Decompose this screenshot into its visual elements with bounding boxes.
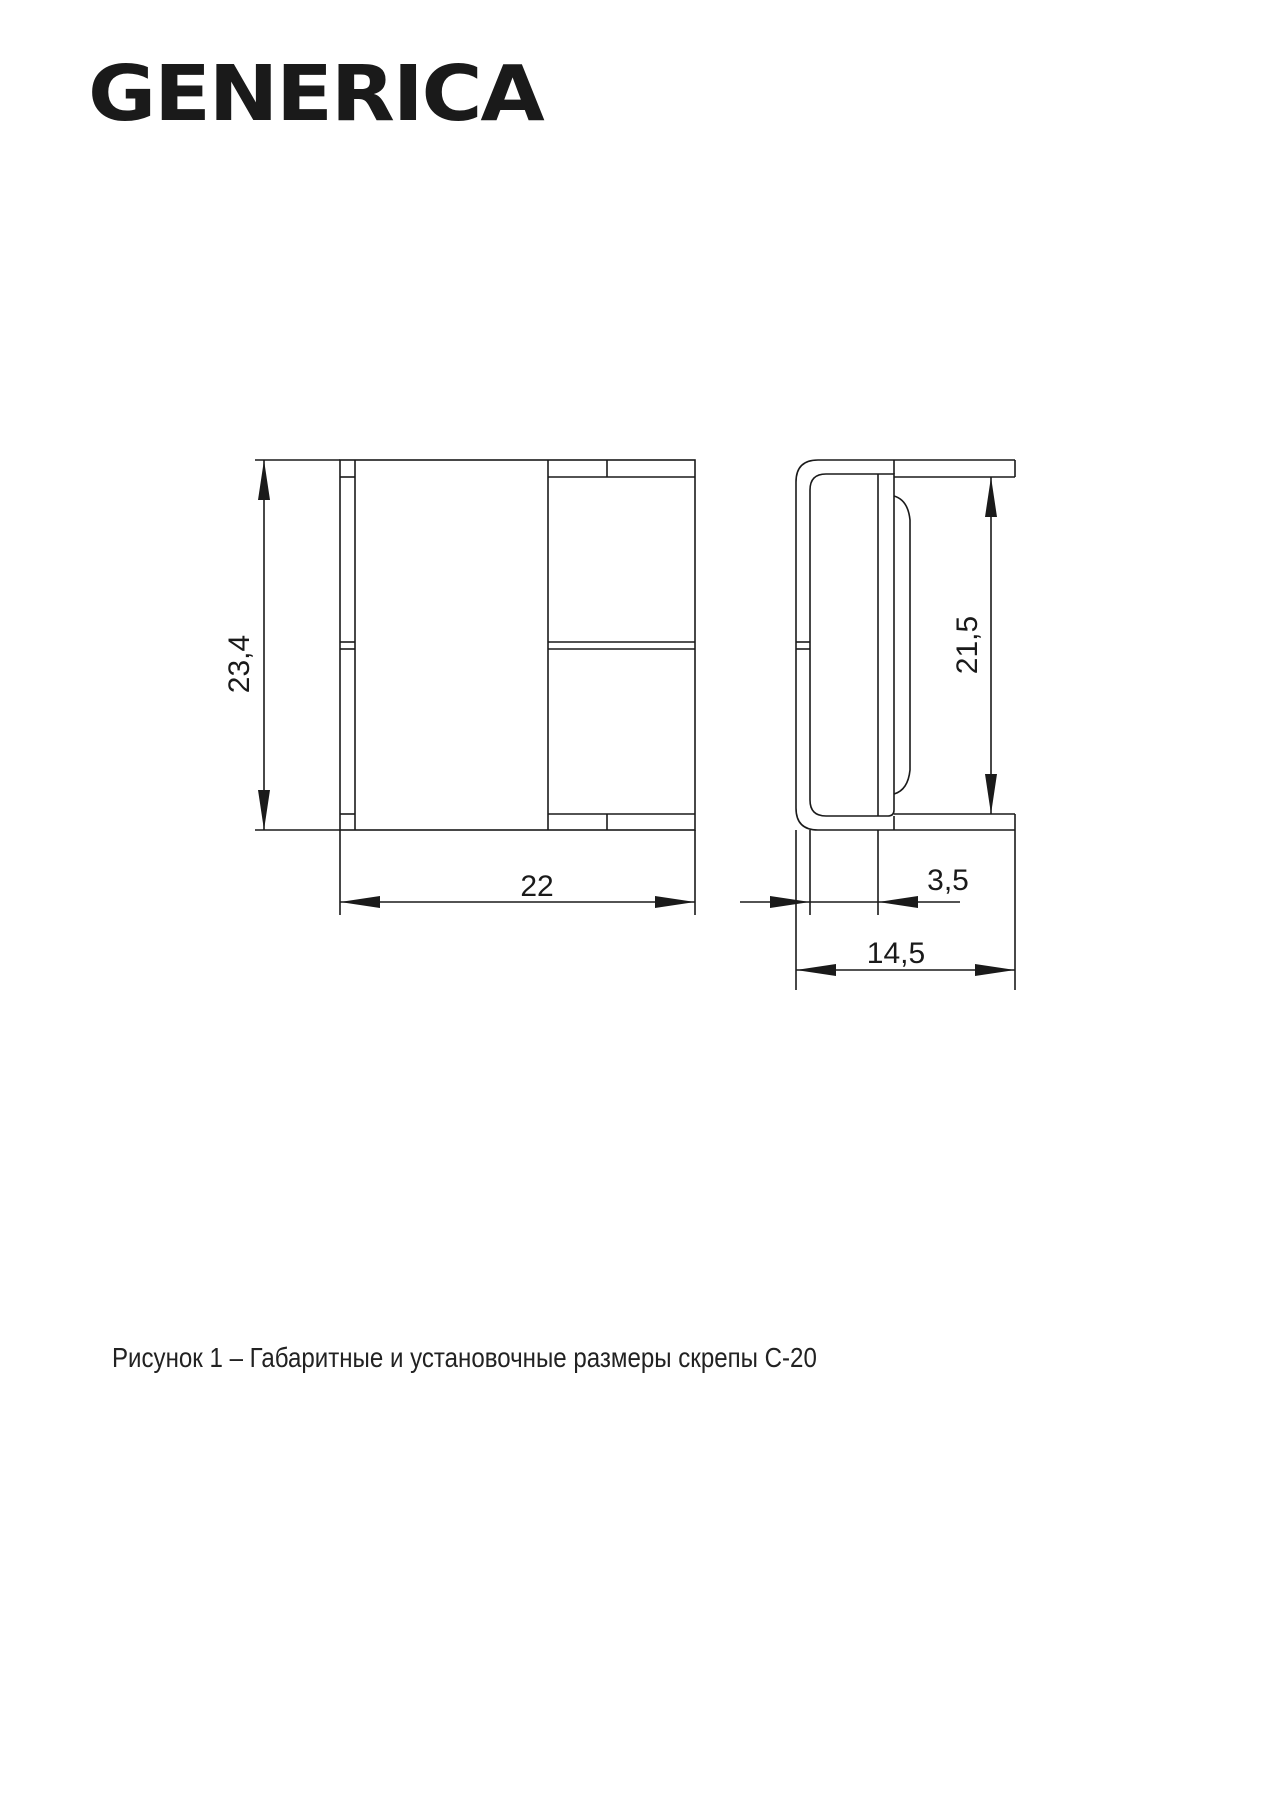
label-side-width: 14,5 xyxy=(866,937,926,970)
figure-caption: Рисунок 1 – Габаритные и установочные размеры скрепы С-20 xyxy=(112,1342,817,1373)
dimension-side-height xyxy=(991,477,1015,814)
dimension-front-width xyxy=(340,830,695,915)
dimension-front-height xyxy=(255,460,340,830)
generica-logo: GENERICA xyxy=(88,50,543,139)
label-side-height: 21,5 xyxy=(951,615,984,675)
front-view xyxy=(340,460,695,830)
label-front-width: 22 xyxy=(520,870,554,903)
label-front-height: 23,4 xyxy=(223,634,256,694)
label-side-offset: 3,5 xyxy=(927,864,969,897)
